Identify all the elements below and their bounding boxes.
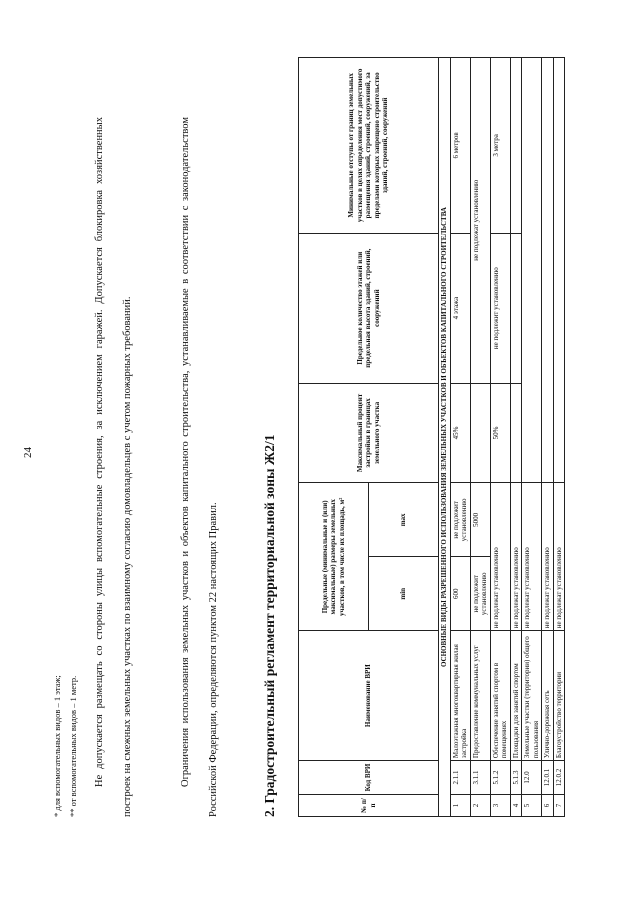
cell-code: 5.1.2	[490, 761, 510, 795]
cell-floors: не подлежат установлению	[470, 58, 490, 384]
cell-max: не подлежит установлению	[450, 483, 470, 557]
cell-min: 600	[450, 557, 470, 631]
cell-area: не подлежат установлению	[522, 483, 542, 631]
cell-percent	[470, 383, 490, 483]
cell-floors: не подлежит установлению	[490, 233, 510, 383]
section-title: 2. Градостроительный регламент территориальной зоны Ж2/1	[262, 434, 277, 817]
header-setback: Минимальные отступы от границ земельных участков в целях определения мест допустимого размещения зданий, строений, сооружений, за пределами которых запрещено строительство зданий, строений, сооружений	[299, 58, 439, 234]
header-number: № п/п	[299, 795, 439, 817]
header-max: max	[369, 483, 439, 557]
cell-area: не подлежат установлению	[553, 483, 565, 631]
cell-code: 12.0	[522, 761, 542, 795]
page-number: 24	[22, 447, 34, 458]
cell-floors: 4 этажа	[450, 233, 470, 383]
table-row	[470, 58, 490, 817]
cell-setback: 3 метра	[490, 58, 510, 234]
cell-name: Благоустройство территории	[553, 631, 565, 761]
cell-number: 5	[522, 795, 542, 817]
cell-empty	[510, 233, 522, 383]
header-code: Код ВРИ	[299, 761, 439, 795]
cell-empty	[510, 58, 522, 234]
table-row	[553, 58, 565, 817]
header-name: Наименование ВРИ	[299, 631, 439, 761]
cell-empty	[522, 58, 542, 483]
cell-code: 12.0.1	[542, 761, 554, 795]
table-row	[510, 58, 522, 817]
cell-number: 2	[470, 795, 490, 817]
table-row	[522, 58, 542, 817]
cell-area: не подлежат установлению	[490, 483, 510, 631]
cell-empty	[553, 58, 565, 483]
cell-name: Улично-дорожная сеть	[542, 631, 554, 761]
cell-name: Обеспечение занятий спортом в помещениях	[490, 631, 510, 761]
cell-percent: 50%	[490, 383, 510, 483]
cell-area: не подлежат установлению	[510, 483, 522, 631]
cell-setback: 6 метров	[450, 58, 470, 234]
header-min: min	[369, 557, 439, 631]
cell-code: 2.1.1	[450, 761, 470, 795]
header-area: Предельные (минимальные и (или) максимальные) размеры земельных участков, в том числе их площадь, м²	[299, 483, 369, 631]
cell-number: 3	[490, 795, 510, 817]
table-row	[490, 58, 510, 817]
cell-name: Малоэтажная многоквартирная жилая застройка	[450, 631, 470, 761]
cell-percent: 45%	[450, 383, 470, 483]
header-percent: Максимальный процент застройки в границах земельного участка	[299, 383, 439, 483]
cell-number: 1	[450, 795, 470, 817]
table-row	[450, 58, 470, 817]
header-floors: Предельное количество этажей или предельная высота зданий, строений, сооружений	[299, 233, 439, 383]
cell-number: 6	[542, 795, 554, 817]
cell-name: Предоставление коммунальных услуг	[470, 631, 490, 761]
paragraph-garages: Не допускается размещать со стороны улицы вспомогательные строения, за исключением гаражей. Допускается блокировка хозяйственных построек на смежных земельных участках по взаимному согласию домовладельцев с учетом пожарных требований.	[94, 117, 133, 817]
footnote-1: * для вспомогательных видов – 1 этаж;	[52, 675, 62, 817]
cell-name: Площадки для занятий спортом	[510, 631, 522, 761]
cell-name: Земельные участки (территории) общего пользования	[522, 631, 542, 761]
cell-empty	[510, 383, 522, 483]
table-row	[542, 58, 554, 817]
cell-code: 5.1.3	[510, 761, 522, 795]
footnote-2: ** от вспомогательных видов – 1 метр.	[68, 675, 78, 817]
cell-area: не подлежат установлению	[542, 483, 554, 631]
regulation-table	[298, 57, 565, 817]
cell-code: 3.1.1	[470, 761, 490, 795]
cell-max: 5000	[470, 483, 490, 557]
paragraph-restrictions: Ограничения использования земельных участков и объектов капитального строительства, устанавливаемые в соответствии с законодательством Российской Федерации, определяются пунктом 22 настоящих Правил.	[180, 117, 219, 817]
cell-number: 7	[553, 795, 565, 817]
cell-empty	[542, 58, 554, 483]
section-row: ОСНОВНЫЕ ВИДЫ РАЗРЕШЕННОГО ИСПОЛЬЗОВАНИЯ ЗЕМЕЛЬНЫХ УЧАСТКОВ И ОБЪЕКТОВ КАПИТАЛЬНОГО СТРОИТЕЛЬСТВА	[439, 58, 451, 817]
cell-min: не подлежит установлению	[470, 557, 490, 631]
cell-number: 4	[510, 795, 522, 817]
cell-code: 12.0.2	[553, 761, 565, 795]
